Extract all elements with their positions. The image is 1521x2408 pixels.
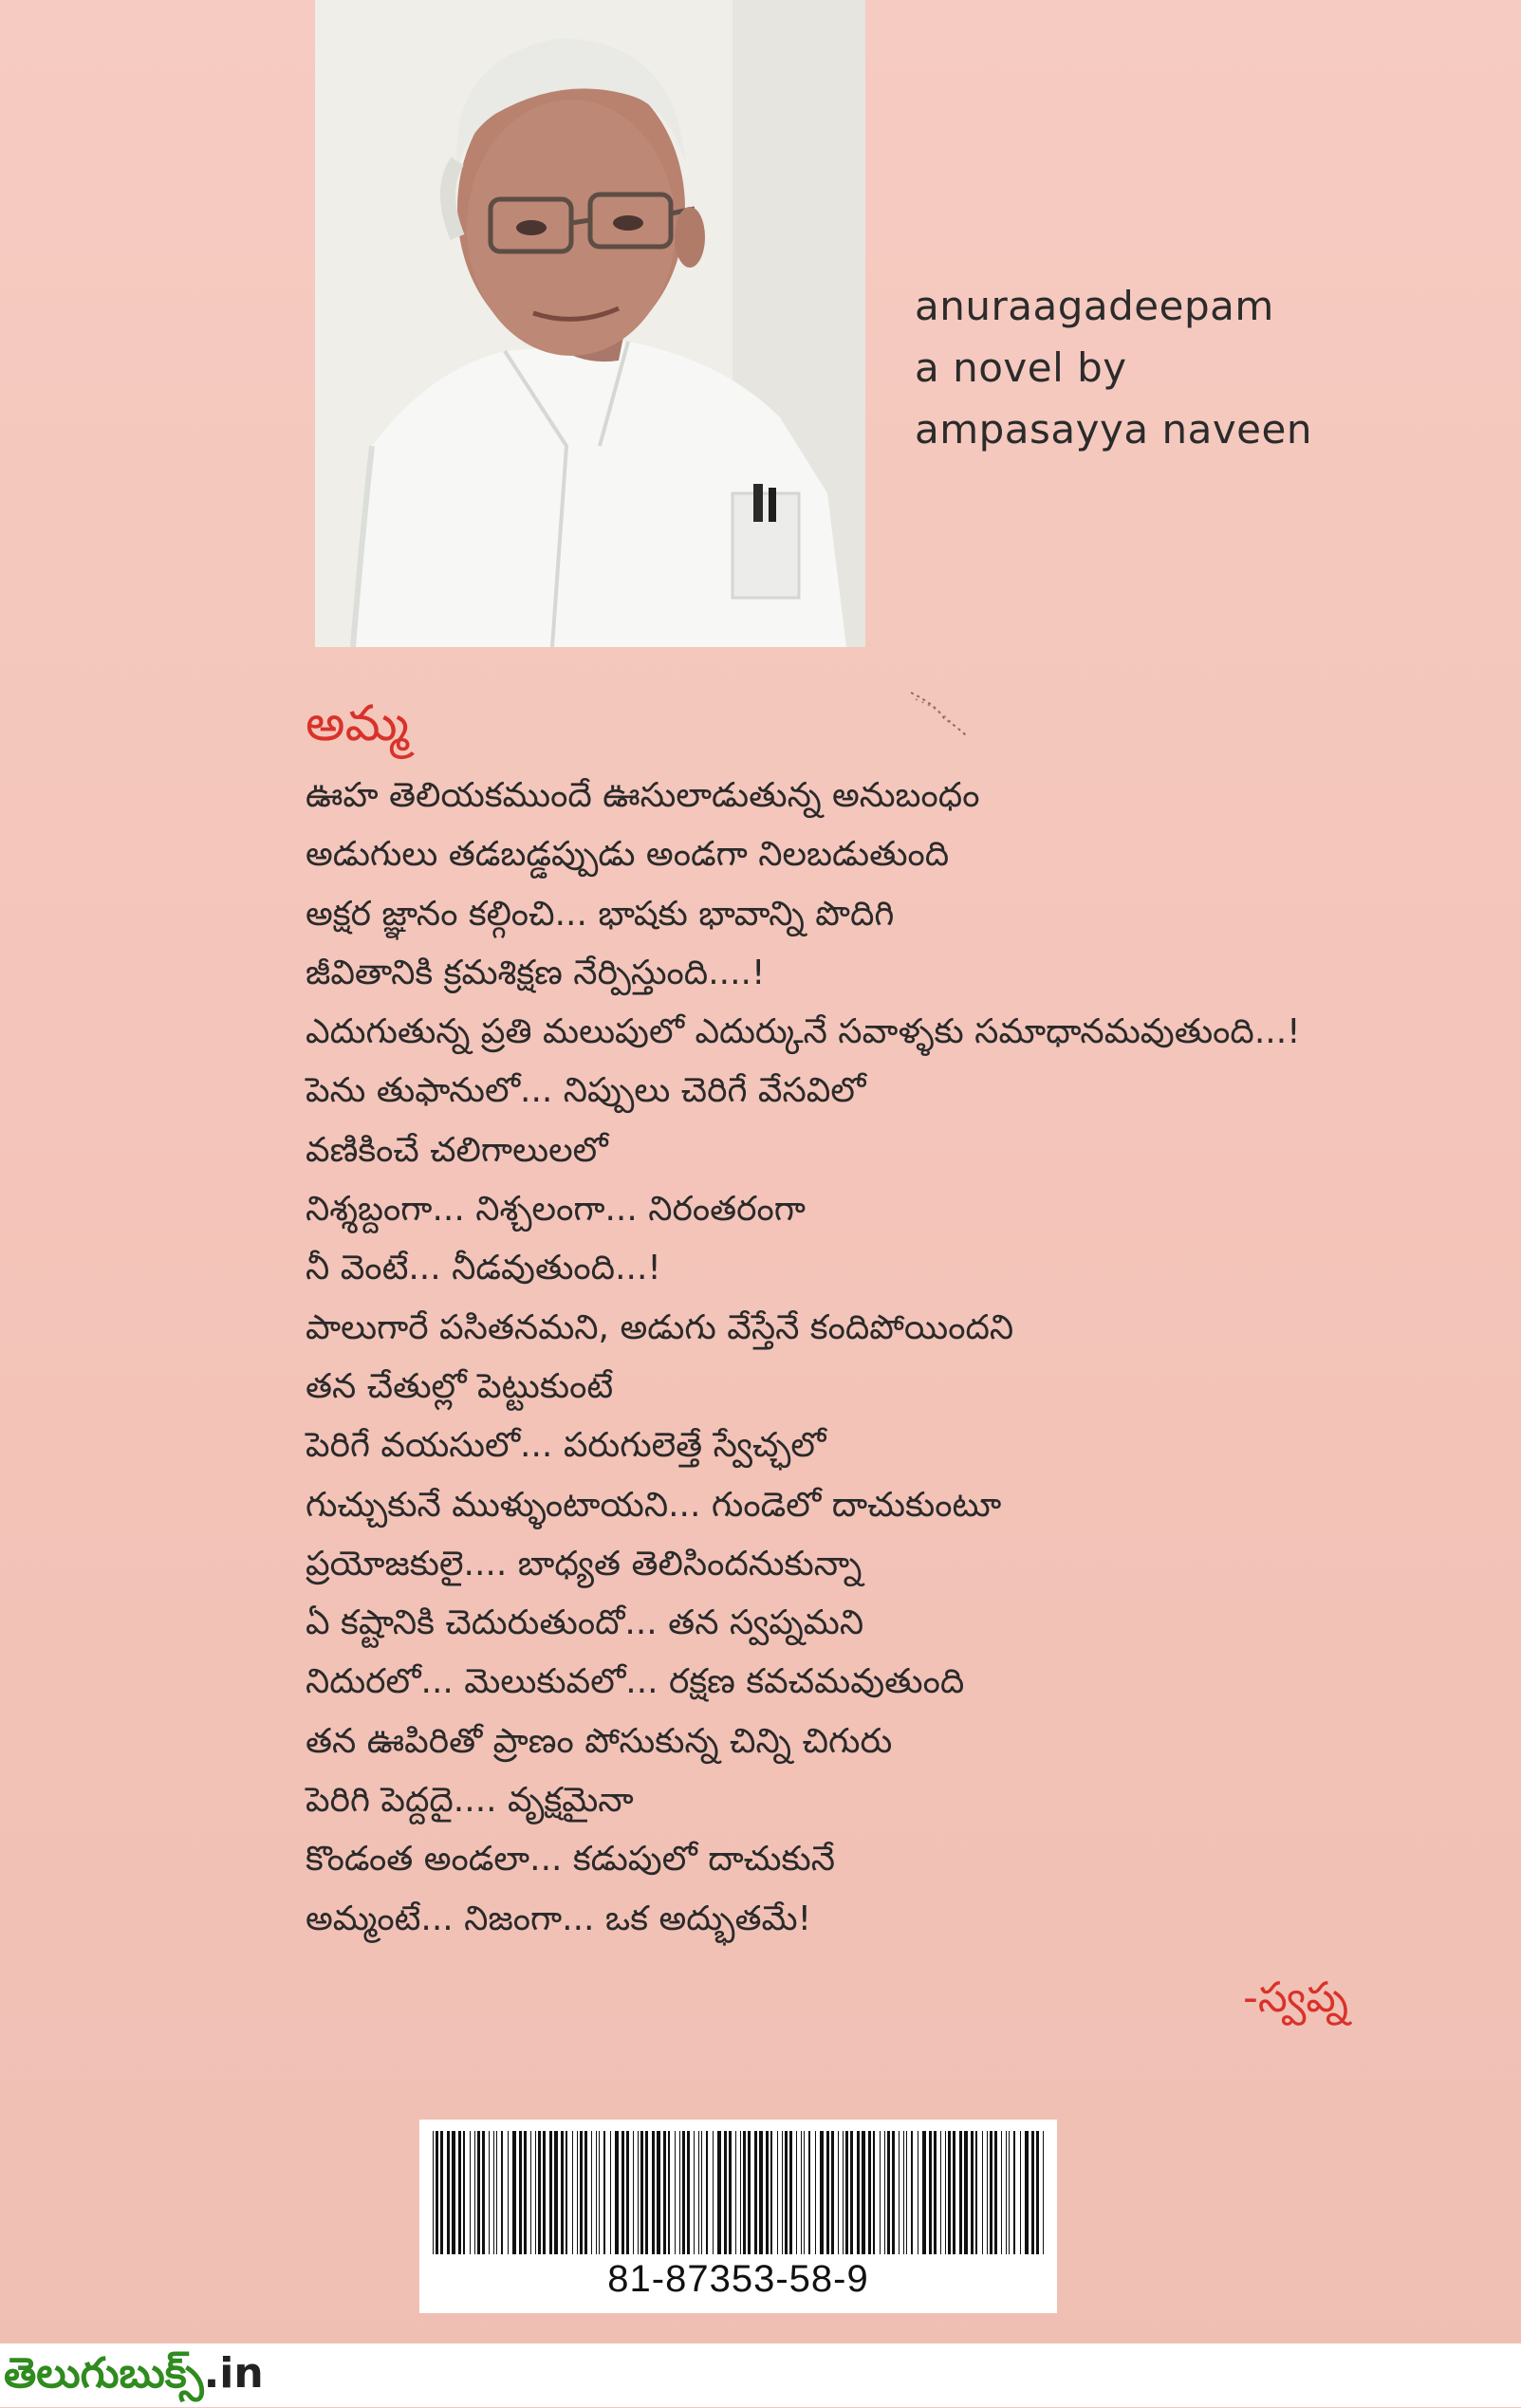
- poem-line: వణికించే చలిగాలులలో: [306, 1130, 608, 1170]
- barcode-bar: [1043, 2131, 1044, 2254]
- barcode-bar: [843, 2131, 844, 2254]
- poem-line: ఊహ తెలియకముందే ఊసులాడుతున్న అనుబంధం: [306, 776, 980, 815]
- barcode-bar: [701, 2131, 702, 2254]
- barcode-bar: [633, 2131, 634, 2254]
- barcode-bar: [994, 2131, 997, 2254]
- barcode-bar: [554, 2131, 558, 2254]
- barcode-bar: [603, 2131, 605, 2254]
- barcode: [419, 2120, 1057, 2313]
- barcode-bar: [1009, 2131, 1010, 2254]
- barcode-bar: [862, 2131, 865, 2254]
- barcode-bar: [463, 2131, 465, 2254]
- barcode-bar: [440, 2131, 443, 2254]
- barcode-bar: [724, 2131, 727, 2254]
- barcode-bar: [1006, 2131, 1007, 2254]
- barcode-bar: [740, 2131, 741, 2254]
- poem-signature: -స్వప్న: [1243, 1973, 1349, 2022]
- barcode-bar: [831, 2131, 834, 2254]
- poem-line: తన చేతుల్లో పెట్టుకుంటే: [306, 1366, 614, 1406]
- poem-line: నీ వెంటే... నీడవుతుంది...!: [306, 1249, 661, 1288]
- barcode-bar: [945, 2131, 946, 2254]
- barcode-bar: [447, 2131, 450, 2254]
- poem-body: [306, 767, 1444, 1949]
- barcode-bar: [857, 2131, 860, 2254]
- barcode-bar: [804, 2131, 805, 2254]
- barcode-bar: [470, 2131, 471, 2254]
- barcode-bar: [717, 2131, 721, 2254]
- barcode-bar: [584, 2131, 587, 2254]
- barcode-bar: [493, 2131, 494, 2254]
- barcode-bar: [645, 2131, 648, 2254]
- barcode-bar: [815, 2131, 816, 2254]
- barcode-bar: [1001, 2131, 1002, 2254]
- barcode-bar: [884, 2131, 885, 2254]
- brand-suffix: .in: [203, 2349, 264, 2398]
- barcode-bar: [694, 2131, 695, 2254]
- book-subtitle: a novel by: [915, 344, 1127, 391]
- scuff-mark: [906, 685, 973, 742]
- barcode-bar: [1013, 2131, 1015, 2254]
- barcode-bar: [572, 2131, 573, 2254]
- barcode-bar: [524, 2131, 527, 2254]
- barcode-bar: [906, 2131, 907, 2254]
- barcode-bars: [429, 2131, 1048, 2254]
- barcode-bar: [501, 2131, 503, 2254]
- barcode-bar: [796, 2131, 797, 2254]
- barcode-bar: [785, 2131, 788, 2254]
- barcode-bar: [591, 2131, 592, 2254]
- barcode-bar: [922, 2131, 926, 2254]
- barcode-bar: [929, 2131, 932, 2254]
- barcode-bar: [934, 2131, 937, 2254]
- barcode-bar: [990, 2131, 992, 2254]
- poem-line: తన ఊపిరితో ప్రాణం పోసుకున్న చిన్ని చిగురు: [306, 1721, 893, 1761]
- poem-line: ఏ కష్టానికి చెదురుతుందో... తన స్వప్నమని: [306, 1603, 864, 1643]
- barcode-bar: [477, 2131, 480, 2254]
- barcode-bar: [903, 2131, 904, 2254]
- isbn-number: 81-87353-58-9: [607, 2258, 869, 2300]
- barcode-bar: [561, 2131, 564, 2254]
- barcode-bar: [887, 2131, 890, 2254]
- barcode-bar: [626, 2131, 629, 2254]
- barcode-bar: [512, 2131, 516, 2254]
- poem-line: కొండంత అండలా... కడుపులో దాచుకునే: [306, 1840, 835, 1880]
- barcode-bar: [706, 2131, 708, 2254]
- barcode-bar: [621, 2131, 624, 2254]
- barcode-bar: [577, 2131, 578, 2254]
- barcode-bar: [820, 2131, 824, 2254]
- barcode-bar: [826, 2131, 829, 2254]
- barcode-bar: [474, 2131, 475, 2254]
- author-portrait-image: [315, 0, 865, 647]
- barcode-bar: [657, 2131, 660, 2254]
- barcode-bar: [436, 2131, 438, 2254]
- poem-line: ఎదుగుతున్న ప్రతి మలుపులో ఎదుర్కునే సవాళ్ళకు సమాధానమవుతుంది...!: [306, 1012, 1301, 1052]
- barcode-bar: [748, 2131, 751, 2254]
- barcode-bar: [549, 2131, 552, 2254]
- barcode-bar: [580, 2131, 583, 2254]
- barcode-bar: [801, 2131, 802, 2254]
- barcode-bar: [638, 2131, 639, 2254]
- book-credit: [915, 275, 1408, 460]
- barcode-bar: [687, 2131, 690, 2254]
- barcode-bar: [610, 2131, 611, 2254]
- barcode-bar: [735, 2131, 736, 2254]
- barcode-bar: [868, 2131, 871, 2254]
- barcode-bar: [496, 2131, 497, 2254]
- poem-line: నిశ్శబ్దంగా... నిశ్చలంగా... నిరంతరంగా: [306, 1190, 806, 1230]
- barcode-bar: [508, 2131, 509, 2254]
- barcode-bar: [530, 2131, 531, 2254]
- author-photo: [315, 0, 865, 647]
- barcode-bar: [599, 2131, 600, 2254]
- barcode-bar: [679, 2131, 680, 2254]
- barcode-bar: [1025, 2131, 1029, 2254]
- author-name: ampasayya naveen: [915, 406, 1312, 453]
- poem-line: ప్రయోజకులై.... బాధ్యత తెలిసిందనుకున్నా: [306, 1544, 863, 1584]
- site-watermark[interactable]: [4, 2349, 264, 2408]
- barcode-bar: [675, 2131, 676, 2254]
- barcode-bar: [663, 2131, 666, 2254]
- barcode-bar: [892, 2131, 895, 2254]
- barcode-bar: [754, 2131, 757, 2254]
- barcode-bar: [911, 2131, 913, 2254]
- barcode-bar: [1020, 2131, 1021, 2254]
- barcode-bar: [668, 2131, 670, 2254]
- barcode-bar: [482, 2131, 485, 2254]
- barcode-bar: [899, 2131, 900, 2254]
- poem-line: గుచ్చుకునే ముళ్ళుంటాయని... గుండెలో దాచుకుంటూ: [306, 1485, 1002, 1525]
- barcode-bar: [964, 2131, 968, 2254]
- barcode-bar: [953, 2131, 955, 2254]
- barcode-bar: [759, 2131, 763, 2254]
- barcode-bar: [845, 2131, 848, 2254]
- barcode-bar: [782, 2131, 783, 2254]
- barcode-bar: [713, 2131, 714, 2254]
- barcode-bar: [640, 2131, 643, 2254]
- barcode-bar: [489, 2131, 490, 2254]
- barcode-bar: [808, 2131, 810, 2254]
- barcode-bar: [652, 2131, 655, 2254]
- barcode-bar: [433, 2131, 434, 2254]
- barcode-bar: [698, 2131, 699, 2254]
- barcode-bar: [682, 2131, 685, 2254]
- barcode-bar: [971, 2131, 974, 2254]
- barcode-bar: [1036, 2131, 1039, 2254]
- poem-line: అక్షర జ్ఞానం కల్గించి... భాషకు భావాన్ని పొదిగి: [306, 894, 895, 934]
- barcode-bar: [975, 2131, 977, 2254]
- barcode-bar: [959, 2131, 962, 2254]
- barcode-bar: [538, 2131, 541, 2254]
- poem-line: పెను తుఫానులో... నిప్పులు చెరిగే వేసవిలో: [306, 1071, 866, 1111]
- barcode-bar: [566, 2131, 567, 2254]
- poem-title: అమ్మ: [306, 695, 409, 752]
- barcode-bar: [948, 2131, 951, 2254]
- brand-main: తెలుగుబుక్స్: [4, 2349, 204, 2398]
- barcode-bar: [987, 2131, 988, 2254]
- barcode-bar: [982, 2131, 983, 2254]
- poem-line: పాలుగారే పసితనమని, అడుగు వేస్తేనే కందిపోయిందని: [306, 1307, 1014, 1347]
- barcode-bar: [743, 2131, 746, 2254]
- barcode-bar: [873, 2131, 875, 2254]
- poem-line: జీవితానికి క్రమశిక్షణ నేర్పిస్తుంది....!: [306, 953, 766, 992]
- barcode-bar: [543, 2131, 546, 2254]
- barcode-bar: [940, 2131, 941, 2254]
- poem-line: అడుగులు తడబడ్డప్పుడు అండగా నిలబడుతుంది: [306, 835, 950, 875]
- poem-line: నిదురలో... మెలుకువలో... రక్షణ కవచమవుతుంది: [306, 1662, 965, 1702]
- barcode-bar: [838, 2131, 839, 2254]
- barcode-bar: [850, 2131, 853, 2254]
- barcode-bar: [777, 2131, 778, 2254]
- barcode-bar: [615, 2131, 619, 2254]
- barcode-bar: [766, 2131, 769, 2254]
- barcode-bar: [1031, 2131, 1034, 2254]
- barcode-bar: [535, 2131, 536, 2254]
- barcode-bar: [770, 2131, 772, 2254]
- barcode-bar: [452, 2131, 455, 2254]
- book-title-latin: anuraagadeepam: [915, 283, 1274, 329]
- barcode-bar: [880, 2131, 881, 2254]
- barcode-bar: [458, 2131, 461, 2254]
- barcode-bar: [789, 2131, 792, 2254]
- barcode-bar: [519, 2131, 522, 2254]
- poem-line: అమ్మంటే... నిజంగా... ఒక అద్భుతమే!: [306, 1899, 812, 1938]
- barcode-bar: [729, 2131, 732, 2254]
- poem-line: పెరిగే వయసులో... పరుగులెత్తే స్వేచ్ఛలో: [306, 1426, 826, 1466]
- poem-line: పెరిగి పెద్దదై.... వృక్షమైనా: [306, 1781, 634, 1821]
- barcode-bar: [596, 2131, 597, 2254]
